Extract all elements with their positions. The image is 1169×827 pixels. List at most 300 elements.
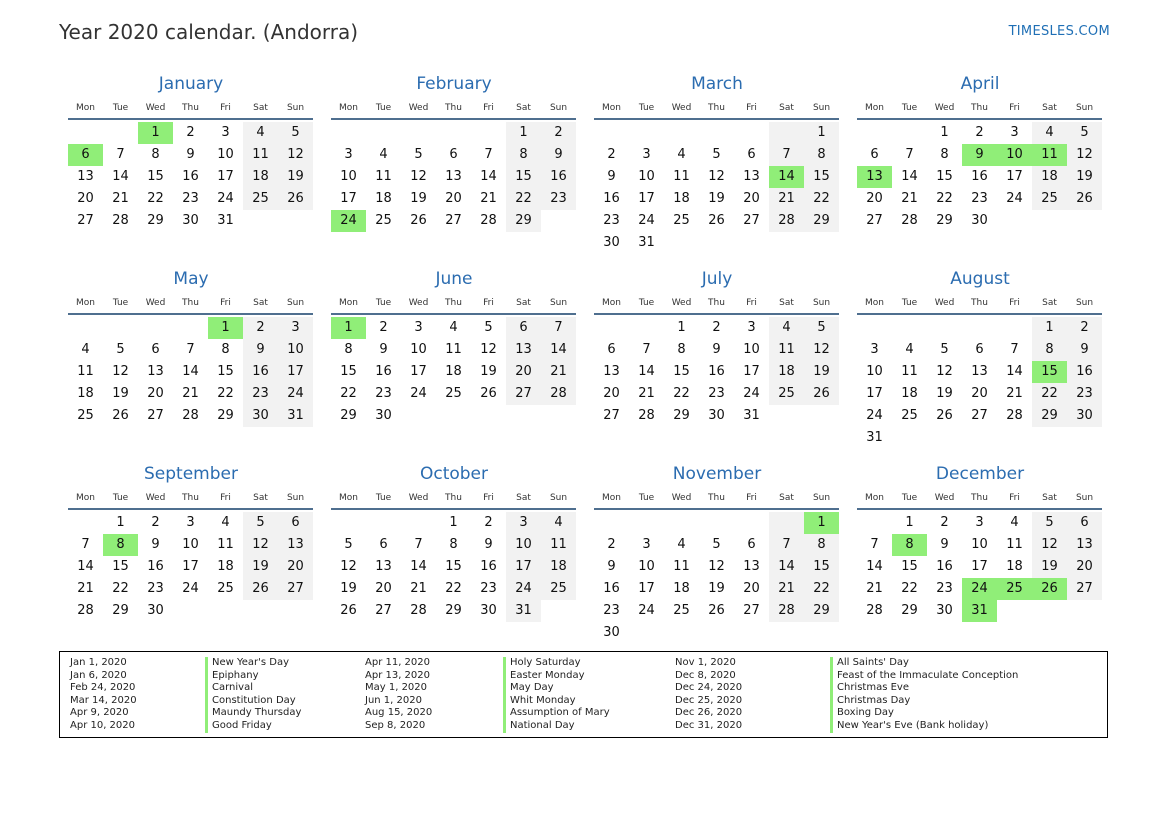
day-cell[interactable]: 14 [541, 339, 576, 361]
day-cell[interactable]: 11 [901, 364, 918, 379]
day-cell[interactable]: 18 [541, 556, 576, 578]
day-cell[interactable]: 14 [1006, 364, 1023, 379]
day-cell[interactable]: 29 [804, 600, 839, 622]
day-cell[interactable]: 16 [182, 169, 199, 184]
day-cell[interactable]: 29 [936, 213, 953, 228]
day-cell[interactable]: 8 [221, 342, 230, 357]
day-cell[interactable]: 24 [278, 383, 313, 405]
day-cell[interactable]: 23 [603, 213, 620, 228]
day-cell[interactable]: 27 [743, 603, 760, 618]
day-cell[interactable]: 30 [971, 213, 988, 228]
day-cell[interactable]: 23 [480, 581, 497, 596]
day-cell[interactable]: 4 [221, 515, 230, 530]
day-cell[interactable]: 29 [112, 603, 129, 618]
day-cell[interactable]: 25 [243, 188, 278, 210]
day-cell[interactable]: 12 [1067, 144, 1102, 166]
day-cell[interactable]: 5 [804, 317, 839, 339]
day-cell[interactable]: 27 [278, 578, 313, 600]
day-cell[interactable]: 11 [1006, 537, 1023, 552]
day-cell[interactable]: 12 [243, 534, 278, 556]
day-cell[interactable]: 30 [147, 603, 164, 618]
day-cell[interactable]: 10 [182, 537, 199, 552]
day-cell[interactable]: 13 [375, 559, 392, 574]
day-cell[interactable]: 16 [375, 364, 392, 379]
day-cell[interactable]: 28 [769, 600, 804, 622]
day-cell[interactable]: 17 [410, 364, 427, 379]
holiday-day-cell[interactable]: 1 [804, 512, 839, 534]
day-cell[interactable]: 29 [506, 210, 541, 232]
day-cell[interactable]: 17 [1006, 169, 1023, 184]
day-cell[interactable]: 16 [708, 364, 725, 379]
day-cell[interactable]: 15 [804, 166, 839, 188]
holiday-day-cell[interactable]: 26 [1032, 578, 1067, 600]
day-cell[interactable]: 8 [344, 342, 353, 357]
day-cell[interactable]: 31 [217, 213, 234, 228]
day-cell[interactable]: 5 [712, 147, 721, 162]
day-cell[interactable]: 25 [673, 213, 690, 228]
day-cell[interactable]: 4 [541, 512, 576, 534]
day-cell[interactable]: 9 [243, 339, 278, 361]
day-cell[interactable]: 26 [708, 603, 725, 618]
day-cell[interactable]: 8 [940, 147, 949, 162]
day-cell[interactable]: 23 [1067, 383, 1102, 405]
day-cell[interactable]: 10 [278, 339, 313, 361]
day-cell[interactable]: 8 [449, 537, 458, 552]
day-cell[interactable]: 17 [182, 559, 199, 574]
day-cell[interactable]: 30 [603, 235, 620, 250]
day-cell[interactable]: 23 [541, 188, 576, 210]
day-cell[interactable]: 19 [243, 556, 278, 578]
day-cell[interactable]: 1 [905, 515, 914, 530]
day-cell[interactable]: 16 [603, 581, 620, 596]
day-cell[interactable]: 4 [379, 147, 388, 162]
day-cell[interactable]: 9 [607, 169, 616, 184]
day-cell[interactable]: 26 [708, 213, 725, 228]
day-cell[interactable]: 11 [375, 169, 392, 184]
day-cell[interactable]: 1 [116, 515, 125, 530]
day-cell[interactable]: 18 [1006, 559, 1023, 574]
day-cell[interactable]: 21 [769, 188, 804, 210]
day-cell[interactable]: 27 [603, 408, 620, 423]
day-cell[interactable]: 25 [445, 386, 462, 401]
day-cell[interactable]: 11 [673, 169, 690, 184]
day-cell[interactable]: 7 [484, 147, 493, 162]
day-cell[interactable]: 7 [769, 534, 804, 556]
day-cell[interactable]: 15 [936, 169, 953, 184]
day-cell[interactable]: 13 [743, 169, 760, 184]
day-cell[interactable]: 10 [217, 147, 234, 162]
day-cell[interactable]: 9 [186, 147, 195, 162]
day-cell[interactable]: 15 [804, 556, 839, 578]
day-cell[interactable]: 18 [445, 364, 462, 379]
day-cell[interactable]: 8 [506, 144, 541, 166]
day-cell[interactable]: 30 [603, 625, 620, 640]
day-cell[interactable]: 15 [901, 559, 918, 574]
day-cell[interactable]: 26 [112, 408, 129, 423]
day-cell[interactable]: 19 [112, 386, 129, 401]
day-cell[interactable]: 20 [743, 581, 760, 596]
day-cell[interactable]: 27 [1067, 578, 1102, 600]
day-cell[interactable]: 11 [77, 364, 94, 379]
day-cell[interactable]: 29 [901, 603, 918, 618]
day-cell[interactable]: 26 [480, 386, 497, 401]
day-cell[interactable]: 28 [769, 210, 804, 232]
day-cell[interactable]: 6 [747, 147, 756, 162]
day-cell[interactable]: 31 [506, 600, 541, 622]
day-cell[interactable]: 23 [971, 191, 988, 206]
day-cell[interactable]: 4 [1010, 515, 1019, 530]
day-cell[interactable]: 28 [112, 213, 129, 228]
day-cell[interactable]: 27 [743, 213, 760, 228]
day-cell[interactable]: 13 [278, 534, 313, 556]
holiday-day-cell[interactable]: 1 [208, 317, 243, 339]
day-cell[interactable]: 29 [217, 408, 234, 423]
holiday-day-cell[interactable]: 10 [997, 144, 1032, 166]
day-cell[interactable]: 18 [1032, 166, 1067, 188]
day-cell[interactable]: 5 [484, 320, 493, 335]
day-cell[interactable]: 1 [677, 320, 686, 335]
day-cell[interactable]: 24 [866, 408, 883, 423]
day-cell[interactable]: 7 [870, 537, 879, 552]
holiday-day-cell[interactable]: 9 [962, 144, 997, 166]
day-cell[interactable]: 9 [712, 342, 721, 357]
day-cell[interactable]: 2 [607, 537, 616, 552]
day-cell[interactable]: 16 [541, 166, 576, 188]
day-cell[interactable]: 31 [866, 430, 883, 445]
day-cell[interactable]: 2 [712, 320, 721, 335]
day-cell[interactable]: 2 [541, 122, 576, 144]
day-cell[interactable]: 25 [1032, 188, 1067, 210]
day-cell[interactable]: 16 [243, 361, 278, 383]
day-cell[interactable]: 14 [638, 364, 655, 379]
day-cell[interactable]: 11 [769, 339, 804, 361]
day-cell[interactable]: 2 [379, 320, 388, 335]
holiday-day-cell[interactable]: 6 [68, 144, 103, 166]
day-cell[interactable]: 4 [677, 537, 686, 552]
day-cell[interactable]: 6 [506, 317, 541, 339]
day-cell[interactable]: 27 [375, 603, 392, 618]
day-cell[interactable]: 25 [769, 383, 804, 405]
day-cell[interactable]: 1 [506, 122, 541, 144]
day-cell[interactable]: 26 [1067, 188, 1102, 210]
holiday-day-cell[interactable]: 15 [1032, 361, 1067, 383]
day-cell[interactable]: 17 [866, 386, 883, 401]
day-cell[interactable]: 12 [708, 169, 725, 184]
day-cell[interactable]: 1 [804, 122, 839, 144]
day-cell[interactable]: 7 [116, 147, 125, 162]
day-cell[interactable]: 10 [410, 342, 427, 357]
holiday-day-cell[interactable]: 8 [103, 534, 138, 556]
day-cell[interactable]: 23 [182, 191, 199, 206]
day-cell[interactable]: 17 [340, 191, 357, 206]
day-cell[interactable]: 12 [804, 339, 839, 361]
day-cell[interactable]: 23 [243, 383, 278, 405]
day-cell[interactable]: 20 [375, 581, 392, 596]
day-cell[interactable]: 6 [607, 342, 616, 357]
day-cell[interactable]: 13 [743, 559, 760, 574]
day-cell[interactable]: 21 [866, 581, 883, 596]
day-cell[interactable]: 5 [1032, 512, 1067, 534]
day-cell[interactable]: 21 [77, 581, 94, 596]
day-cell[interactable]: 28 [480, 213, 497, 228]
day-cell[interactable]: 14 [77, 559, 94, 574]
day-cell[interactable]: 22 [217, 386, 234, 401]
day-cell[interactable]: 2 [1067, 317, 1102, 339]
holiday-day-cell[interactable]: 1 [331, 317, 366, 339]
day-cell[interactable]: 6 [151, 342, 160, 357]
day-cell[interactable]: 16 [1067, 361, 1102, 383]
day-cell[interactable]: 2 [484, 515, 493, 530]
day-cell[interactable]: 25 [673, 603, 690, 618]
day-cell[interactable]: 13 [971, 364, 988, 379]
day-cell[interactable]: 11 [445, 342, 462, 357]
day-cell[interactable]: 3 [186, 515, 195, 530]
day-cell[interactable]: 19 [708, 581, 725, 596]
day-cell[interactable]: 20 [278, 556, 313, 578]
day-cell[interactable]: 5 [116, 342, 125, 357]
day-cell[interactable]: 10 [506, 534, 541, 556]
day-cell[interactable]: 25 [77, 408, 94, 423]
day-cell[interactable]: 17 [971, 559, 988, 574]
day-cell[interactable]: 30 [936, 603, 953, 618]
day-cell[interactable]: 12 [1032, 534, 1067, 556]
holiday-day-cell[interactable]: 1 [138, 122, 173, 144]
day-cell[interactable]: 28 [410, 603, 427, 618]
day-cell[interactable]: 12 [936, 364, 953, 379]
day-cell[interactable]: 10 [340, 169, 357, 184]
day-cell[interactable]: 15 [506, 166, 541, 188]
day-cell[interactable]: 7 [769, 144, 804, 166]
day-cell[interactable]: 10 [638, 559, 655, 574]
day-cell[interactable]: 8 [677, 342, 686, 357]
day-cell[interactable]: 17 [743, 364, 760, 379]
day-cell[interactable]: 25 [901, 408, 918, 423]
day-cell[interactable]: 2 [151, 515, 160, 530]
day-cell[interactable]: 30 [243, 405, 278, 427]
day-cell[interactable]: 22 [340, 386, 357, 401]
day-cell[interactable]: 12 [708, 559, 725, 574]
day-cell[interactable]: 13 [506, 339, 541, 361]
day-cell[interactable]: 18 [673, 581, 690, 596]
day-cell[interactable]: 22 [673, 386, 690, 401]
day-cell[interactable]: 6 [1067, 512, 1102, 534]
day-cell[interactable]: 28 [866, 603, 883, 618]
day-cell[interactable]: 17 [638, 581, 655, 596]
holiday-day-cell[interactable]: 8 [892, 534, 927, 556]
day-cell[interactable]: 24 [638, 213, 655, 228]
day-cell[interactable]: 21 [410, 581, 427, 596]
day-cell[interactable]: 1 [449, 515, 458, 530]
day-cell[interactable]: 3 [870, 342, 879, 357]
day-cell[interactable]: 28 [541, 383, 576, 405]
day-cell[interactable]: 2 [940, 515, 949, 530]
holiday-day-cell[interactable]: 11 [1032, 144, 1067, 166]
day-cell[interactable]: 26 [340, 603, 357, 618]
day-cell[interactable]: 4 [449, 320, 458, 335]
day-cell[interactable]: 11 [217, 537, 234, 552]
day-cell[interactable]: 14 [901, 169, 918, 184]
day-cell[interactable]: 1 [1032, 317, 1067, 339]
day-cell[interactable]: 18 [77, 386, 94, 401]
day-cell[interactable]: 16 [971, 169, 988, 184]
day-cell[interactable]: 28 [1006, 408, 1023, 423]
day-cell[interactable]: 23 [708, 386, 725, 401]
day-cell[interactable]: 18 [375, 191, 392, 206]
day-cell[interactable]: 19 [480, 364, 497, 379]
day-cell[interactable]: 16 [603, 191, 620, 206]
day-cell[interactable]: 5 [243, 512, 278, 534]
day-cell[interactable]: 10 [971, 537, 988, 552]
day-cell[interactable]: 25 [375, 213, 392, 228]
day-cell[interactable]: 15 [673, 364, 690, 379]
day-cell[interactable]: 4 [905, 342, 914, 357]
day-cell[interactable]: 22 [901, 581, 918, 596]
day-cell[interactable]: 14 [112, 169, 129, 184]
day-cell[interactable]: 11 [673, 559, 690, 574]
day-cell[interactable]: 15 [340, 364, 357, 379]
day-cell[interactable]: 10 [743, 342, 760, 357]
day-cell[interactable]: 5 [344, 537, 353, 552]
day-cell[interactable]: 31 [278, 405, 313, 427]
day-cell[interactable]: 4 [769, 317, 804, 339]
day-cell[interactable]: 26 [804, 383, 839, 405]
day-cell[interactable]: 26 [278, 188, 313, 210]
day-cell[interactable]: 3 [747, 320, 756, 335]
day-cell[interactable]: 6 [379, 537, 388, 552]
day-cell[interactable]: 27 [445, 213, 462, 228]
day-cell[interactable]: 29 [445, 603, 462, 618]
day-cell[interactable]: 16 [147, 559, 164, 574]
day-cell[interactable]: 25 [541, 578, 576, 600]
day-cell[interactable]: 9 [484, 537, 493, 552]
day-cell[interactable]: 9 [541, 144, 576, 166]
day-cell[interactable]: 21 [182, 386, 199, 401]
day-cell[interactable]: 3 [642, 147, 651, 162]
day-cell[interactable]: 4 [243, 122, 278, 144]
day-cell[interactable]: 20 [603, 386, 620, 401]
day-cell[interactable]: 9 [151, 537, 160, 552]
day-cell[interactable]: 22 [112, 581, 129, 596]
holiday-day-cell[interactable]: 14 [769, 166, 804, 188]
day-cell[interactable]: 13 [1067, 534, 1102, 556]
day-cell[interactable]: 10 [638, 169, 655, 184]
day-cell[interactable]: 2 [975, 125, 984, 140]
day-cell[interactable]: 13 [603, 364, 620, 379]
day-cell[interactable]: 18 [769, 361, 804, 383]
day-cell[interactable]: 7 [414, 537, 423, 552]
day-cell[interactable]: 3 [975, 515, 984, 530]
day-cell[interactable]: 30 [480, 603, 497, 618]
day-cell[interactable]: 3 [1010, 125, 1019, 140]
day-cell[interactable]: 26 [243, 578, 278, 600]
day-cell[interactable]: 6 [278, 512, 313, 534]
day-cell[interactable]: 20 [743, 191, 760, 206]
day-cell[interactable]: 6 [747, 537, 756, 552]
day-cell[interactable]: 19 [340, 581, 357, 596]
day-cell[interactable]: 4 [81, 342, 90, 357]
day-cell[interactable]: 15 [147, 169, 164, 184]
day-cell[interactable]: 5 [712, 537, 721, 552]
day-cell[interactable]: 8 [151, 147, 160, 162]
day-cell[interactable]: 11 [541, 534, 576, 556]
day-cell[interactable]: 23 [936, 581, 953, 596]
day-cell[interactable]: 24 [182, 581, 199, 596]
day-cell[interactable]: 15 [445, 559, 462, 574]
day-cell[interactable]: 20 [445, 191, 462, 206]
day-cell[interactable]: 12 [340, 559, 357, 574]
day-cell[interactable]: 20 [971, 386, 988, 401]
day-cell[interactable]: 3 [506, 512, 541, 534]
day-cell[interactable]: 12 [410, 169, 427, 184]
day-cell[interactable]: 20 [866, 191, 883, 206]
day-cell[interactable]: 31 [743, 408, 760, 423]
day-cell[interactable]: 21 [638, 386, 655, 401]
day-cell[interactable]: 17 [638, 191, 655, 206]
day-cell[interactable]: 24 [506, 578, 541, 600]
day-cell[interactable]: 17 [217, 169, 234, 184]
day-cell[interactable]: 21 [480, 191, 497, 206]
day-cell[interactable]: 24 [638, 603, 655, 618]
day-cell[interactable]: 24 [410, 386, 427, 401]
day-cell[interactable]: 6 [449, 147, 458, 162]
day-cell[interactable]: 9 [379, 342, 388, 357]
day-cell[interactable]: 9 [607, 559, 616, 574]
day-cell[interactable]: 17 [278, 361, 313, 383]
day-cell[interactable]: 29 [673, 408, 690, 423]
day-cell[interactable]: 12 [278, 144, 313, 166]
day-cell[interactable]: 23 [375, 386, 392, 401]
day-cell[interactable]: 22 [804, 188, 839, 210]
day-cell[interactable]: 7 [905, 147, 914, 162]
day-cell[interactable]: 22 [804, 578, 839, 600]
day-cell[interactable]: 19 [278, 166, 313, 188]
day-cell[interactable]: 19 [410, 191, 427, 206]
day-cell[interactable]: 31 [638, 235, 655, 250]
day-cell[interactable]: 2 [243, 317, 278, 339]
day-cell[interactable]: 14 [182, 364, 199, 379]
day-cell[interactable]: 14 [480, 169, 497, 184]
day-cell[interactable]: 12 [112, 364, 129, 379]
day-cell[interactable]: 19 [936, 386, 953, 401]
day-cell[interactable]: 29 [1032, 405, 1067, 427]
day-cell[interactable]: 24 [217, 191, 234, 206]
holiday-day-cell[interactable]: 13 [857, 166, 892, 188]
day-cell[interactable]: 28 [77, 603, 94, 618]
day-cell[interactable]: 4 [677, 147, 686, 162]
day-cell[interactable]: 30 [375, 408, 392, 423]
day-cell[interactable]: 5 [940, 342, 949, 357]
holiday-day-cell[interactable]: 31 [962, 600, 997, 622]
day-cell[interactable]: 5 [1067, 122, 1102, 144]
day-cell[interactable]: 5 [414, 147, 423, 162]
day-cell[interactable]: 27 [506, 383, 541, 405]
day-cell[interactable]: 19 [804, 361, 839, 383]
day-cell[interactable]: 7 [81, 537, 90, 552]
day-cell[interactable]: 7 [541, 317, 576, 339]
day-cell[interactable]: 28 [182, 408, 199, 423]
day-cell[interactable]: 28 [901, 213, 918, 228]
holiday-day-cell[interactable]: 25 [997, 578, 1032, 600]
day-cell[interactable]: 26 [936, 408, 953, 423]
day-cell[interactable]: 20 [1067, 556, 1102, 578]
day-cell[interactable]: 25 [217, 581, 234, 596]
day-cell[interactable]: 18 [673, 191, 690, 206]
holiday-day-cell[interactable]: 24 [331, 210, 366, 232]
day-cell[interactable]: 6 [870, 147, 879, 162]
day-cell[interactable]: 16 [936, 559, 953, 574]
day-cell[interactable]: 2 [186, 125, 195, 140]
day-cell[interactable]: 20 [506, 361, 541, 383]
